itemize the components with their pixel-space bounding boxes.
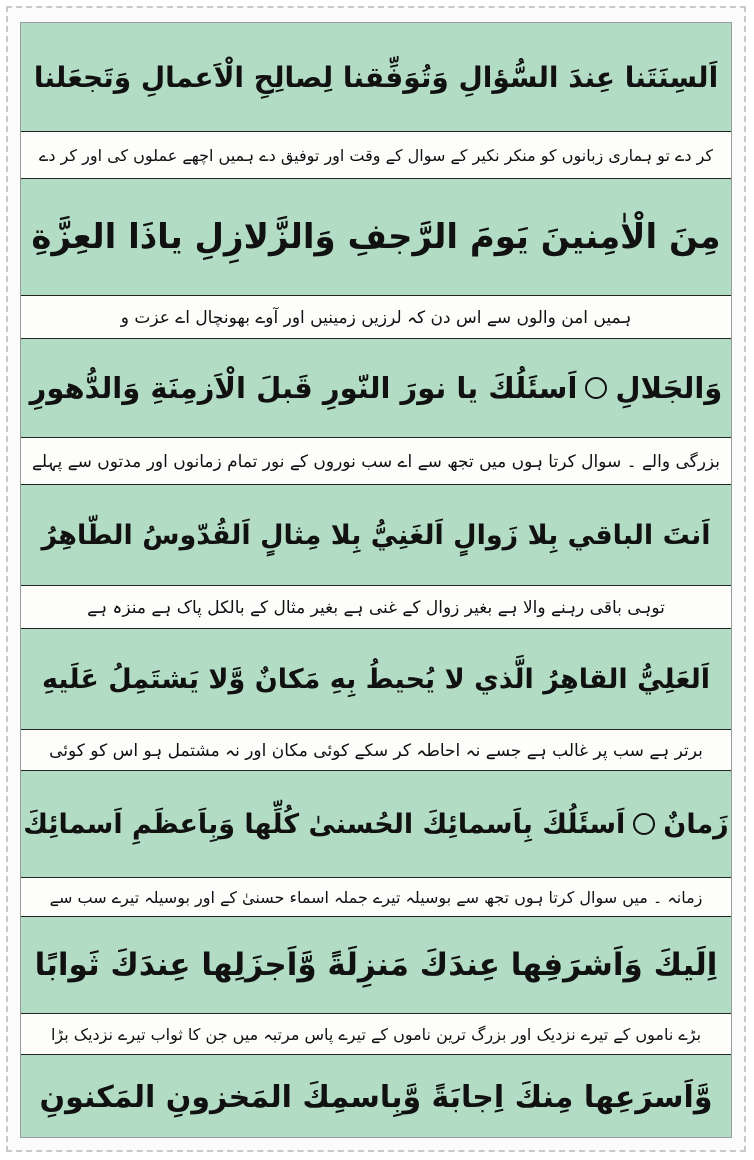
arabic-line-4 — [21, 485, 731, 585]
urdu-text: زمانہ ۔ میں سوال کرتا ہوں تجھ سے بوسیلہ تیرے جملہ اسماء حسنیٰ کے اور بوسیلہ تیرے سب سے — [49, 887, 703, 907]
arabic-text: زَمانٌ — [663, 808, 729, 840]
verse-separator-circle — [585, 377, 607, 399]
arabic-text-continued: اَسئَلُكَ بِاَسمائِكَ الحُسنىٰ كُلِّها وَبِاَعظَمِ اَسمائِكَ — [23, 808, 626, 840]
urdu-line-2 — [21, 295, 731, 339]
urdu-text: برتر ہے سب پر غالب ہے جسے نہ احاطہ کر سکے کوئی مکان اور نہ مشتمل ہو اس کو کوئی — [49, 740, 703, 761]
arabic-line-2 — [21, 179, 731, 295]
arabic-text: اَنتَ الباقي بِلا زَوالٍ اَلغَنِيُّ بِلا مِثالٍ اَلقُدّوسُ الطّاهِرُ — [41, 519, 711, 551]
urdu-text: کر دے تو ہماری زبانوں کو منکر نکیر کے سوال کے وقت اور توفیق دے ہمیں اچھے عملوں کی اور کر دے — [39, 145, 714, 165]
urdu-line-5 — [21, 729, 731, 771]
arabic-line-5 — [21, 629, 731, 729]
arabic-text: اِلَيكَ وَاَشرَفِها عِندَكَ مَنزِلَةً وَّاَجزَلِها عِندَكَ ثَوابًا — [34, 947, 718, 983]
verse-separator-circle — [633, 813, 655, 835]
arabic-text: اَلسِنَتَنا عِندَ السُّؤالِ وَتُوَفِّقنا لِصالِحِ الْاَعمالِ وَتَجعَلنا — [33, 60, 719, 94]
urdu-text: بزرگی والے ۔ سوال کرتا ہوں میں تجھ سے اے سب نوروں کے نور تمام زمانوں اور مدتوں سے پہلے — [31, 451, 721, 472]
urdu-line-7 — [21, 1013, 731, 1055]
arabic-text: وَالجَلالِ — [615, 371, 723, 405]
arabic-line-1 — [21, 23, 731, 131]
arabic-line-7 — [21, 917, 731, 1013]
dua-page — [20, 22, 732, 1138]
urdu-line-1 — [21, 131, 731, 179]
arabic-text: مِنَ الْاٰمِنينَ يَومَ الرَّجفِ وَالزَّلازِلِ ياذَا العِزَّةِ — [31, 217, 721, 257]
urdu-text: ہمیں امن والوں سے اس دن کہ لرزیں زمینیں اور آوے بھونچال اے عزت و — [120, 307, 632, 328]
arabic-line-6 — [21, 771, 731, 877]
urdu-text: بڑے ناموں کے تیرے نزدیک اور بزرگ ترین ناموں کے تیرے پاس مرتبہ میں جن کا ثواب تیرے نزدیک بڑا — [50, 1024, 702, 1044]
arabic-text: وَّاَسرَعِها مِنكَ اِجابَةً وَّبِاسمِكَ المَخزونِ المَكنونِ — [39, 1079, 713, 1115]
urdu-text: توہی باقی رہنے والا ہے بغیر زوال کے غنی ہے بغیر مثال کے بالکل پاک ہے منزہ ہے — [87, 597, 665, 618]
arabic-text: اَلعَلِيُّ القاهِرُ الَّذي لا يُحيطُ بِهِ مَكانٌ وَّلا يَشتَمِلُ عَلَيهِ — [41, 663, 711, 695]
urdu-line-6 — [21, 877, 731, 917]
arabic-text-continued: اَسئَلُكَ يا نورَ النّورِ قَبلَ الْاَزمِنَةِ وَالدُّهورِ — [29, 371, 578, 405]
arabic-line-8 — [21, 1055, 731, 1138]
arabic-line-3 — [21, 339, 731, 437]
urdu-line-3 — [21, 437, 731, 485]
urdu-line-4 — [21, 585, 731, 629]
